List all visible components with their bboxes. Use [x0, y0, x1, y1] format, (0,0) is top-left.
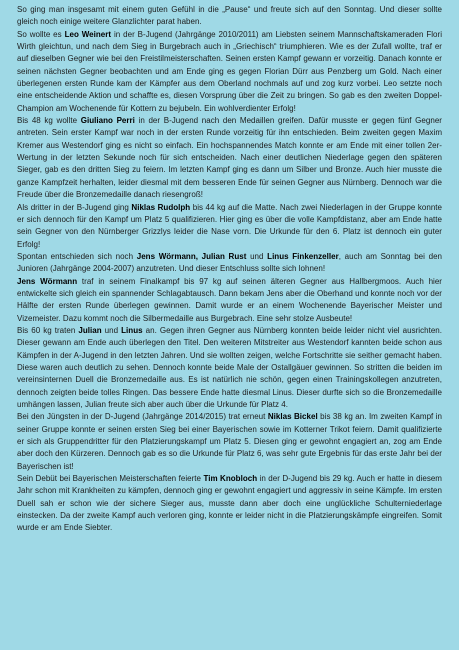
- athlete-name: Niklas Rudolph: [131, 202, 191, 212]
- paragraph-text: bis 38 kg an. Im zweiten Kampf in seiner Gruppe konnte er seinen ersten Sieg bei einer Bayerischen sowie im Kotterner Trikot feiern. Damit qualifizierte er sich als Gruppendritter für den Platzierungskampf um Platz 5. Diesen ging er gewohnt engagiert an, zog am Ende aber doch den Kürzeren. Dennoch gab es so die Urkunde für Platz 6, was sehr gute Ergebnis für das erste Jahr bei der Bayerischen ist!: [17, 412, 443, 471]
- article-paragraph: [17, 251, 442, 276]
- athlete-name: Leo Weinert: [64, 29, 112, 39]
- article-paragraph: [17, 29, 442, 115]
- article-paragraph: [17, 411, 442, 473]
- paragraph-text: Bis 48 kg wollte: [17, 116, 81, 126]
- paragraph-text: in der B-Jugend nach den Medaillen greifen. Dafür musste er gegen fünf Gegner antreten. Sein erster Kampf war noch in der ersten Runde vorzeitig für ihn entschieden. Beim zweiten gegen Maxim Kremer aus Westendorf ging es nicht so einfach. Ein hochspannendes Match konnte er am Ende mit einer tollen 2er-Wertung in der letzten Sekunde noch für sich entscheiden. Nach einer deutlichen Niederlage gegen den späteren Sieger, gab es den dritten Sieg zu feiern. Im letzten Kampf ging es dann um Silber und Bronze. Auch hier musste die ganze Kampfzeit herhalten, leider diesmal mit dem besseren Ende für seinen Gegner aus Nürnberg. Dennoch war die Freude über die Bronzemedaille danach riesengroß!: [17, 116, 442, 200]
- paragraph-text: Spontan entschieden sich noch: [17, 251, 137, 261]
- paragraph-text: an. Gegen ihren Gegner aus Nürnberg konnten beide leider nicht viel ausrichten. Dieser gewann am Ende auch überlegen den Titel. Den weiteren Mitstreiter aus Westendorf kannten beide schon aus Kämpfen in der A-Jugend in den letzten Jahren. Und sie wollten zeigen, welche Fortschritte sie seither gemacht haben. Diese waren auch deutlich zu sehen. Dennoch konnte beide Male der Ostallgäuer gewinnen. So stritten die beiden im vereinsinternen Duell die Bronzemedaille aus. Es ist natürlich nie schön, gegen einen Trainingskollegen anzutreten, dennoch zeigten beide tolles Ringen. Das bessere Ende hatte diesmal Linus. Dieser durfte sich so die Bronzemedaille umhängen lassen, Julian freute sich aber auch über die Urkunde für Platz 4.: [17, 325, 443, 409]
- athlete-name: Jens Wörmann: [17, 276, 78, 286]
- article-paragraph: [17, 325, 442, 411]
- athlete-name: Tim Knobloch: [203, 474, 258, 484]
- athlete-name: Giuliano Perri: [80, 116, 135, 126]
- paragraph-text: So wollte es: [17, 29, 65, 39]
- paragraph-text: Bei den Jüngsten in der D-Jugend (Jahrgänge 2014/2015) trat erneut: [17, 412, 268, 422]
- paragraph-text: in der D-Jugend bis 29 kg. Auch er hatte in diesem Jahr schon mit Krankheiten zu kämpfen, dennoch ging er gewohnt engagiert und aggressiv in seine Kämpfe. Im ersten Duell sah er schon wie der sichere Sieger aus, musste dann aber doch eine unglückliche Schulterniederlage einstecken. Da der zweite Kampf auch verloren ging, konnte er leider nicht in die Platzierungskämpfe eingreifen. Somit wurde er am Ende Siebter.: [17, 474, 442, 533]
- athlete-name: Linus Finkenzeller: [267, 251, 339, 261]
- athlete-name: Jens Wörmann, Julian Rust: [136, 251, 247, 261]
- article-paragraph: [17, 276, 442, 325]
- article-paragraph: [17, 473, 442, 535]
- athlete-name: Julian: [78, 325, 102, 335]
- paragraph-text: , auch am Sonntag bei den Junioren (Jahrgänge 2004-2007) anzutreten. Und dieser Entschluss sollte sich lohnen!: [17, 251, 443, 274]
- article-body: [17, 4, 442, 535]
- athlete-name: Linus: [121, 325, 143, 335]
- paragraph-text: in der B-Jugend (Jahrgänge 2010/2011) am Liebsten seinem Mannschaftskameraden Flori Wirth gleichtun, und nach dem Sieg in Burgebrach auch in „Griechisch“ triumphieren. Wie es der Zufall wollte, traf er auf dieselben Gegner wie bei den Freistilmeisterschaften. Seinen ersten Kampf gewann er vorzeitig. Danach konnte er seinen nächsten Gegner beobachten und am Ende ging es gegen Florian Dürr aus Penzberg um Gold. Nach einer überlegenen ersten Runde kam der Kämpfer aus dem Oberland nochmals auf und zog kurz vorbei. Leo setzte noch eine entscheidende Aktion und schaffte es, diesen Vorsprung über die Zeit zu bringen. So gab es den zweiten Doppel-Champion am Wochenende für Kottern zu bejubeln. Ein wohlverdienter Erfolg!: [17, 29, 442, 113]
- paragraph-text: und: [246, 251, 268, 261]
- athlete-name: Niklas Bickel: [267, 412, 318, 422]
- paragraph-text: bis 44 kg auf die Matte. Nach zwei Niederlagen in der Gruppe konnte er sich dennoch für den Kampf um Platz 5 qualifizieren. Hier ging es über die volle Kampfdistanz, aber am Ende hatte sein Gegner von den Nürnberger Grizzlys leider die Nase vorn. Die Urkunde für den 6. Platz ist dennoch ein guter Erfolg!: [17, 202, 443, 249]
- article-paragraph: [17, 115, 442, 201]
- paragraph-text: Sein Debüt bei Bayerischen Meisterschaften feierte: [17, 474, 204, 484]
- paragraph-text: Als dritter in der B-Jugend ging: [17, 202, 132, 212]
- paragraph-text: Bis 60 kg traten: [17, 325, 79, 335]
- paragraph-text: und: [101, 325, 122, 335]
- article-paragraph: [17, 4, 442, 29]
- paragraph-text: So ging man insgesamt mit einem guten Gefühl in die „Pause“ und freute sich auf den Sonntag. Und dieser sollte gleich noch einige weitere Glanzlichter parat haben.: [17, 5, 442, 27]
- article-paragraph: [17, 202, 442, 251]
- paragraph-text: traf in seinem Finalkampf bis 97 kg auf seinen älteren Gegner aus Hallbergmoos. Auch hier entwickelte sich gleich ein spannender Schlagabtausch. Dann bekam Jens aber die Oberhand und konnte noch vor der Hälfte der ersten Runde überlegen gewinnen. Damit wurde er an einem Wochenende Bayerischer Meister und Vizemeister. Dazu kommt noch die Silbermedaille aus Burgebrach. Eine sehr stolze Ausbeute!: [17, 276, 442, 323]
